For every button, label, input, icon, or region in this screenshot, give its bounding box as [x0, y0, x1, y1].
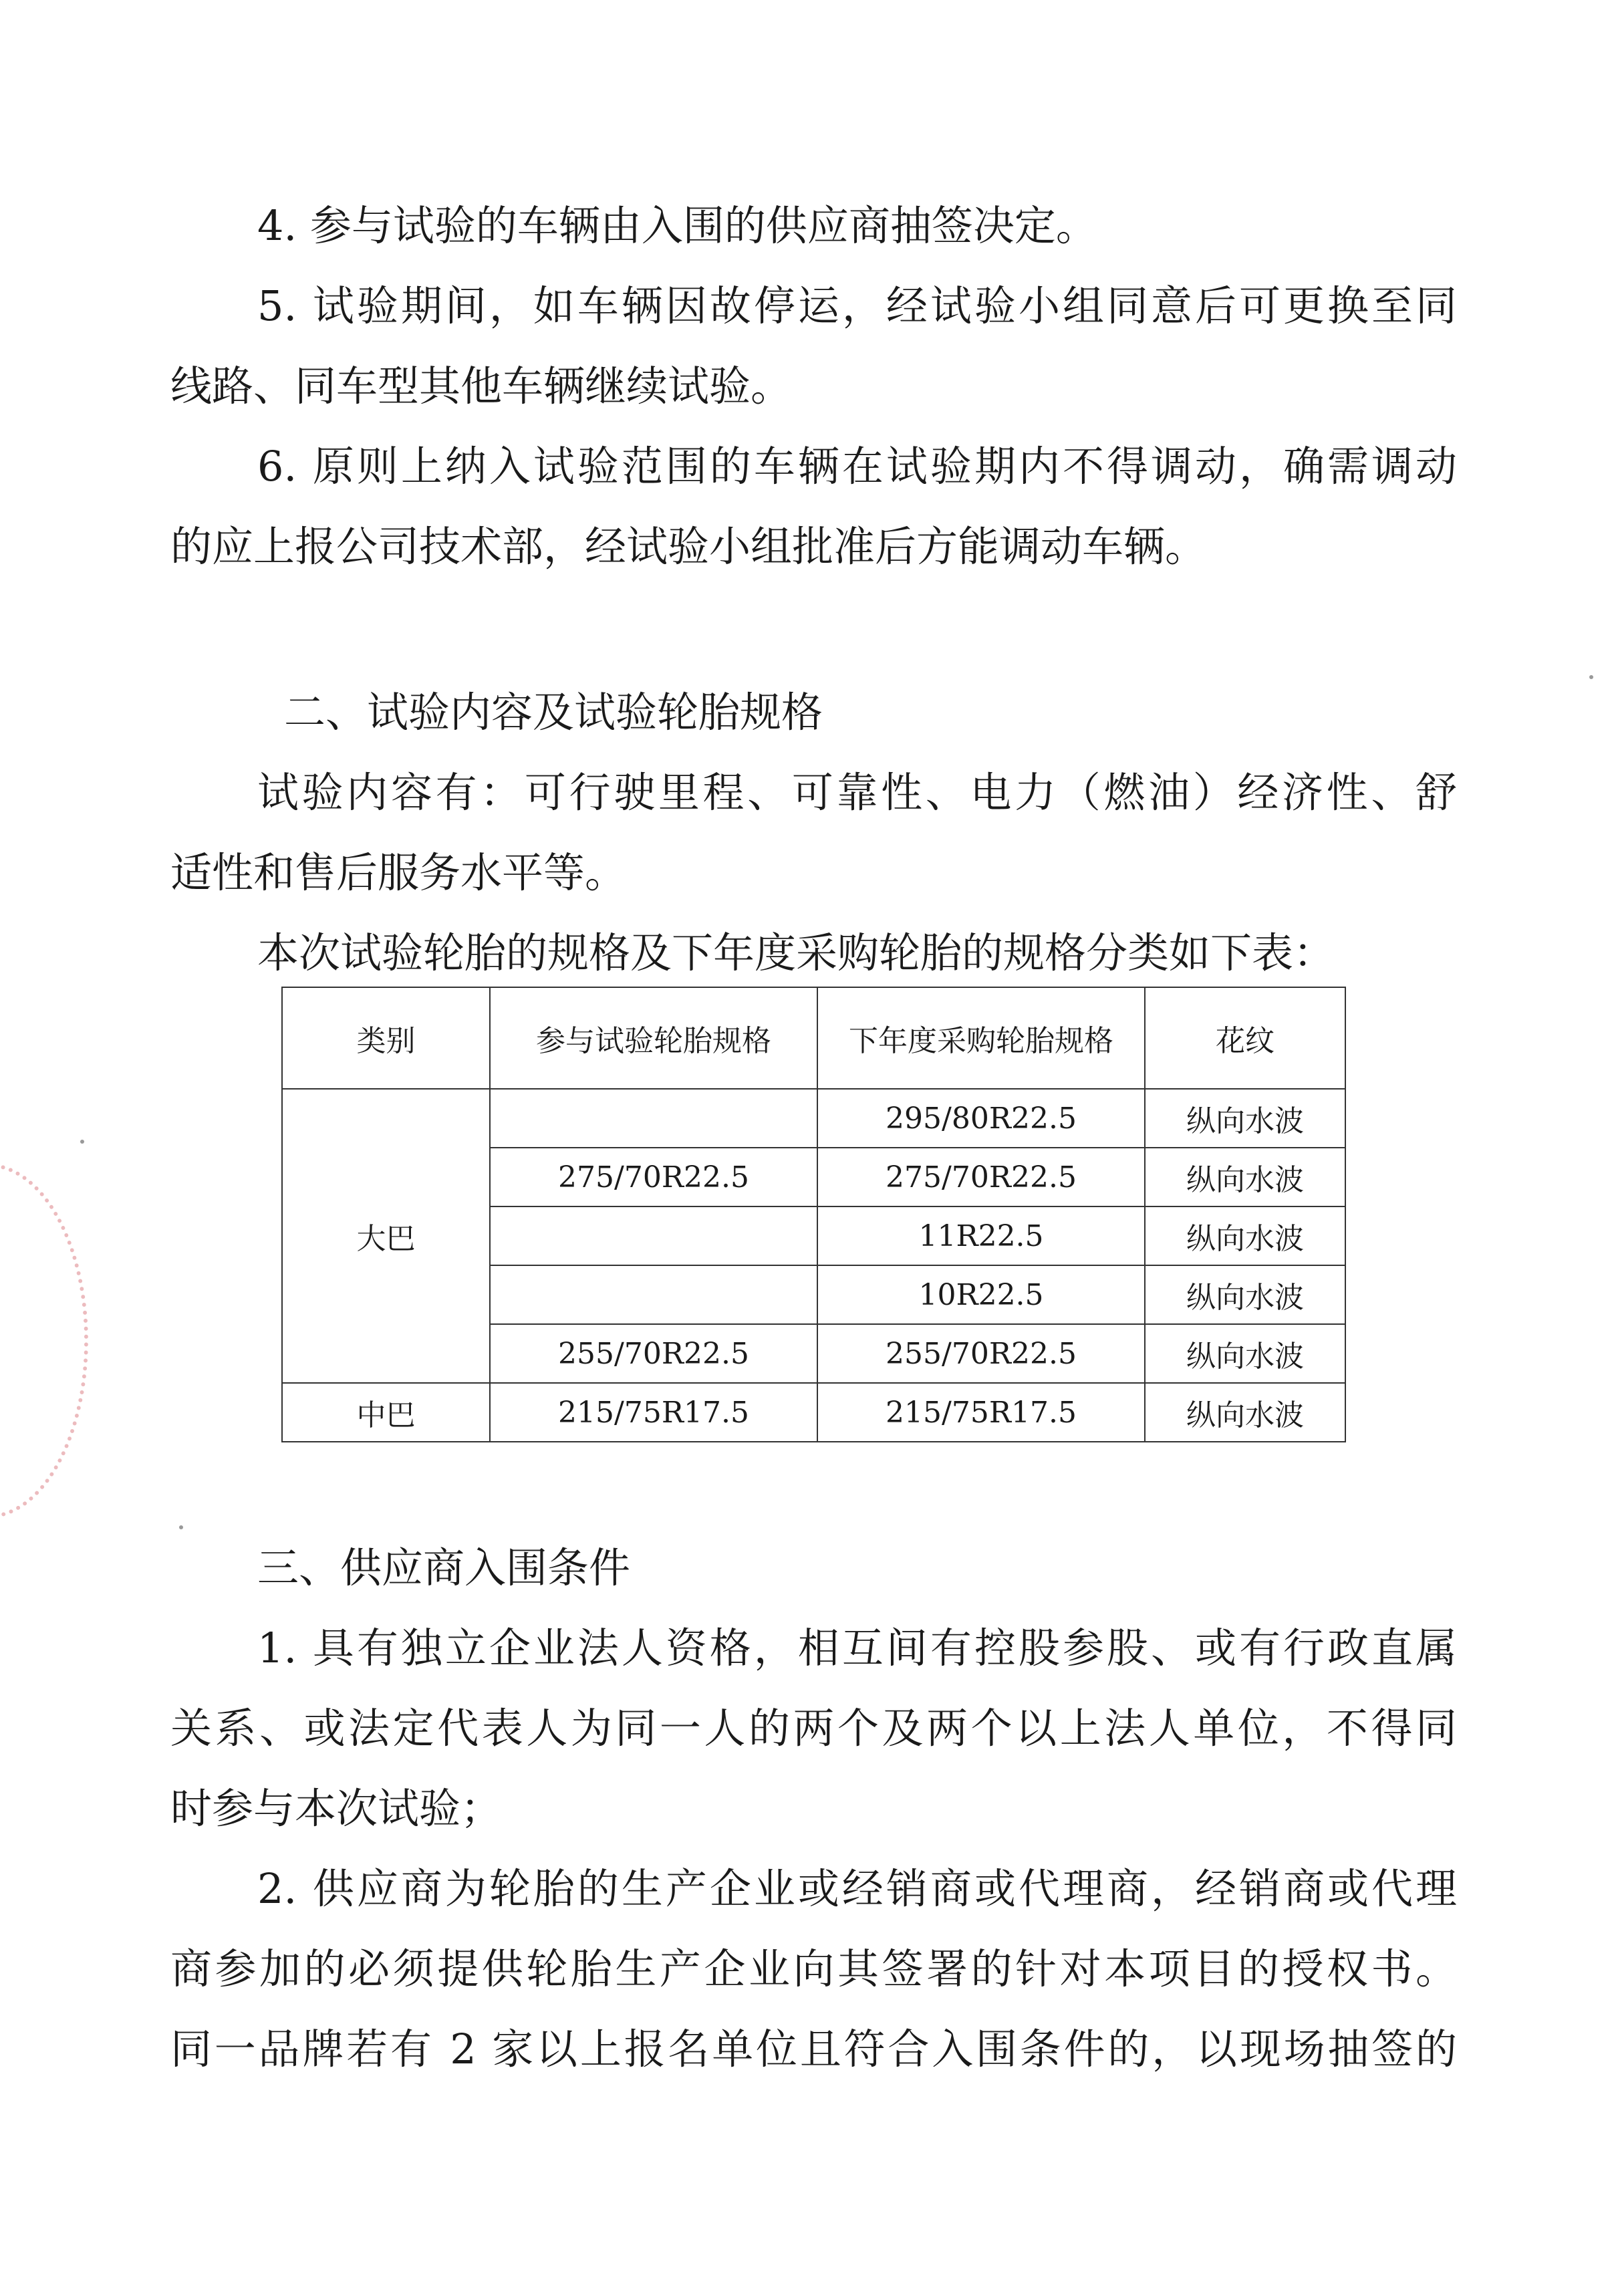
paragraph-item-6-line-1: 6. 原则上纳入试验范围的车辆在试验期内不得调动，确需调动 — [257, 442, 1457, 491]
purchase-spec-cell: 10R22.5 — [817, 1265, 1145, 1324]
header-category: 类别 — [282, 987, 490, 1089]
table-intro: 本次试验轮胎的规格及下年度采购轮胎的规格分类如下表： — [257, 928, 1335, 977]
purchase-spec-cell: 295/80R22.5 — [817, 1089, 1145, 1148]
section-3-item-1-line-3: 时参与本次试验； — [170, 1784, 503, 1833]
paragraph-item-5-line-2: 线路、同车型其他车辆继续试验。 — [170, 362, 793, 410]
section-3-item-2-line-2: 商参加的必须提供轮胎生产企业向其签署的针对本项目的授权书。 — [170, 1944, 1457, 1993]
test-spec-cell: 215/75R17.5 — [490, 1383, 817, 1442]
pattern-cell: 纵向水波 — [1145, 1089, 1345, 1148]
table-header-row — [282, 987, 1345, 1089]
scan-speck — [80, 1140, 84, 1144]
test-spec-cell — [490, 1206, 817, 1265]
header-pattern: 花纹 — [1145, 987, 1345, 1089]
paragraph-item-4: 4. 参与试验的车辆由入围的供应商抽签决定。 — [257, 201, 1097, 250]
section-3-item-2-line-3: 同一品牌若有 2 家以上报名单位且符合入围条件的，以现场抽签的 — [170, 2025, 1457, 2073]
category-cell-medium-bus: 中巴 — [282, 1383, 490, 1442]
official-seal-fragment — [0, 1163, 88, 1519]
section-3-item-2-line-1: 2. 供应商为轮胎的生产企业或经销商或代理商，经销商或代理 — [257, 1864, 1457, 1913]
purchase-spec-cell: 11R22.5 — [817, 1206, 1145, 1265]
pattern-cell: 纵向水波 — [1145, 1206, 1345, 1265]
scan-speck — [179, 1525, 183, 1529]
pattern-cell: 纵向水波 — [1145, 1265, 1345, 1324]
test-spec-cell — [490, 1089, 817, 1148]
header-test-spec: 参与试验轮胎规格 — [490, 987, 817, 1089]
pattern-cell: 纵向水波 — [1145, 1324, 1345, 1383]
section-3-heading: 三、供应商入围条件 — [257, 1543, 631, 1592]
category-cell-large-bus: 大巴 — [282, 1089, 490, 1383]
tire-spec-table — [281, 987, 1346, 1442]
section-3-item-1-line-2: 关系、或法定代表人为同一人的两个及两个以上法人单位，不得同 — [170, 1704, 1457, 1753]
test-spec-cell: 255/70R22.5 — [490, 1324, 817, 1383]
scan-speck — [1589, 675, 1593, 679]
pattern-cell: 纵向水波 — [1145, 1148, 1345, 1206]
section-2-heading: 二、试验内容及试验轮胎规格 — [284, 688, 823, 737]
table-row — [282, 1089, 1345, 1148]
purchase-spec-cell: 215/75R17.5 — [817, 1383, 1145, 1442]
header-purchase-spec: 下年度采购轮胎规格 — [817, 987, 1145, 1089]
test-spec-cell — [490, 1265, 817, 1324]
paragraph-item-6-line-2: 的应上报公司技术部，经试验小组批准后方能调动车辆。 — [170, 522, 1207, 571]
pattern-cell: 纵向水波 — [1145, 1383, 1345, 1442]
section-3-item-1-line-1: 1. 具有独立企业法人资格，相互间有控股参股、或有行政直属 — [257, 1624, 1457, 1672]
paragraph-item-5-line-1: 5. 试验期间，如车辆因故停运，经试验小组同意后可更换至同 — [257, 281, 1457, 330]
section-2-content-line-2: 适性和售后服务水平等。 — [170, 848, 627, 897]
section-2-content-line-1: 试验内容有：可行驶里程、可靠性、电力（燃油）经济性、舒 — [257, 768, 1457, 817]
purchase-spec-cell: 275/70R22.5 — [817, 1148, 1145, 1206]
table-row — [282, 1383, 1345, 1442]
test-spec-cell: 275/70R22.5 — [490, 1148, 817, 1206]
purchase-spec-cell: 255/70R22.5 — [817, 1324, 1145, 1383]
